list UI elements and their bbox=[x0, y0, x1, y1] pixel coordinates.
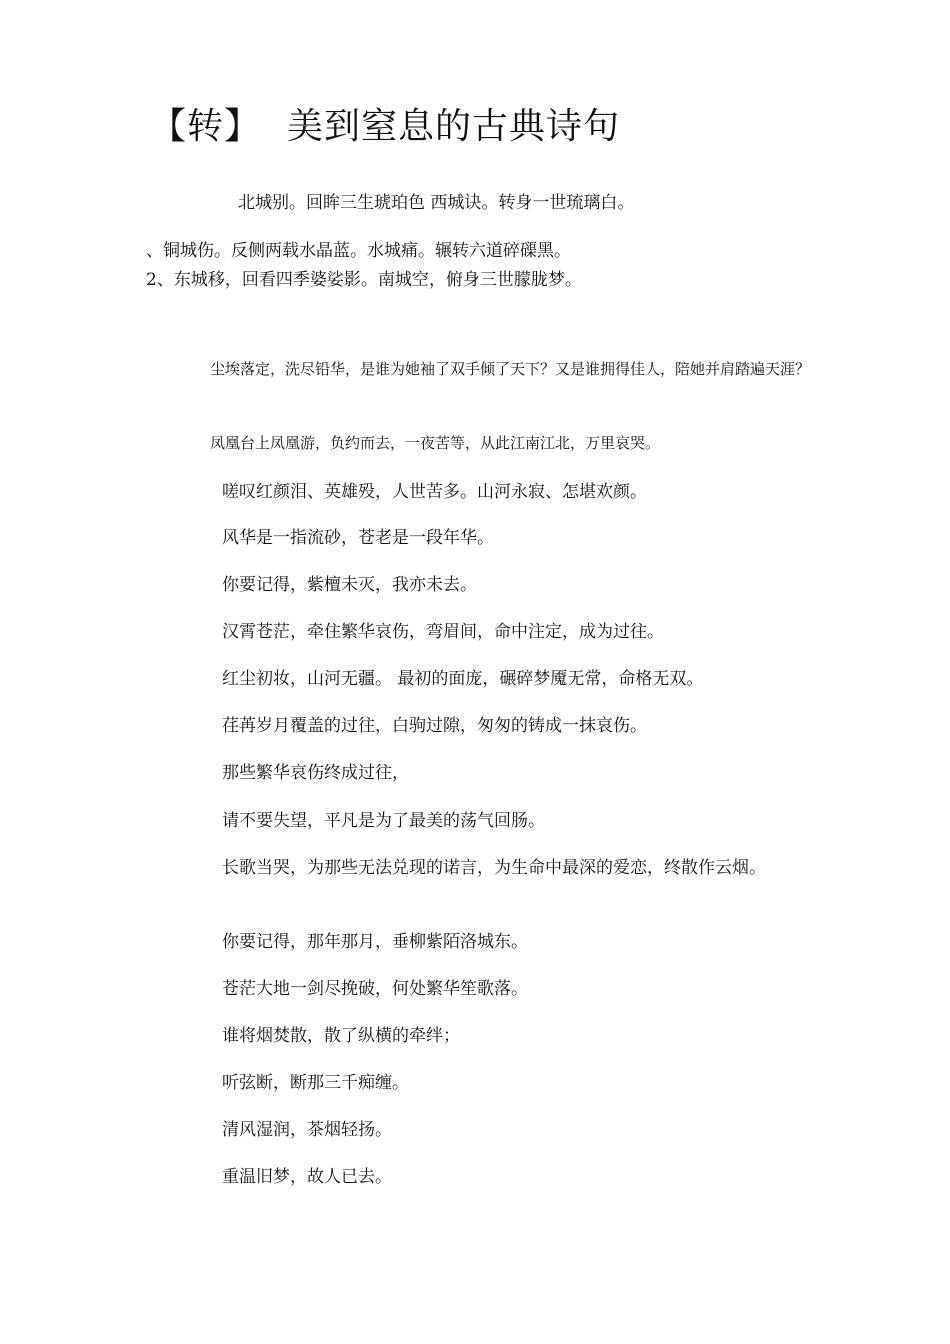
poem-line: 清风湿润，茶烟轻扬。 bbox=[222, 1120, 392, 1140]
title-prefix: 【转】 bbox=[150, 106, 262, 147]
title-text: 美到窒息的古典诗句 bbox=[287, 106, 621, 147]
poem-line: 长歌当哭，为那些无法兑现的诺言，为生命中最深的爱恋，终散作云烟。 bbox=[222, 858, 766, 878]
poem-line: 荏苒岁月覆盖的过往，白驹过隙，匆匆的铸成一抹哀伤。 bbox=[222, 716, 647, 736]
poem-line: 你要记得，那年那月，垂柳紫陌洛城东。 bbox=[222, 932, 528, 952]
poem-line: 嗟叹红颜泪、英雄殁，人世苦多。山河永寂、怎堪欢颜。 bbox=[222, 482, 647, 502]
poem-line: 苍茫大地一剑尽挽破，何处繁华笙歌落。 bbox=[222, 979, 528, 999]
poem-line: 汉霄苍茫，牵住繁华哀伤，弯眉间，命中注定，成为过往。 bbox=[222, 622, 664, 642]
poem-line: 重温旧梦，故人已去。 bbox=[222, 1167, 392, 1187]
poem-line: 听弦断，断那三千痴缠。 bbox=[222, 1073, 409, 1093]
poem-line: 谁将烟焚散，散了纵横的牵绊； bbox=[222, 1026, 460, 1046]
intro-line: 2、东城移，回看四季婆娑影。南城空，俯身三世朦胧梦。 bbox=[146, 270, 582, 290]
poem-line: 那些繁华哀伤终成过往， bbox=[222, 763, 409, 783]
intro-line: 北城别。回眸三生琥珀色 西城诀。转身一世琉璃白。 bbox=[238, 193, 635, 213]
poem-line: 红尘初妆，山河无疆。 最初的面庞，碾碎梦魇无常，命格无双。 bbox=[222, 669, 704, 689]
intro-line: 、铜城伤。反侧两载水晶蓝。水城痛。辗转六道碎磲黑。 bbox=[146, 241, 571, 261]
poem-line: 风华是一指流砂，苍老是一段年华。 bbox=[222, 528, 494, 548]
paragraph: 凤凰台上凤凰游，负约而去，一夜苦等，从此江南江北，万里哀哭。 bbox=[210, 434, 661, 452]
poem-line: 请不要失望，平凡是为了最美的荡气回肠。 bbox=[222, 811, 545, 831]
document-title bbox=[150, 98, 620, 149]
poem-line: 你要记得，紫檀未灭，我亦未去。 bbox=[222, 575, 477, 595]
paragraph: 尘埃落定，洗尽铅华，是谁为她袖了双手倾了天下？又是谁拥得佳人，陪她并肩踏遍天涯？ bbox=[210, 360, 811, 378]
